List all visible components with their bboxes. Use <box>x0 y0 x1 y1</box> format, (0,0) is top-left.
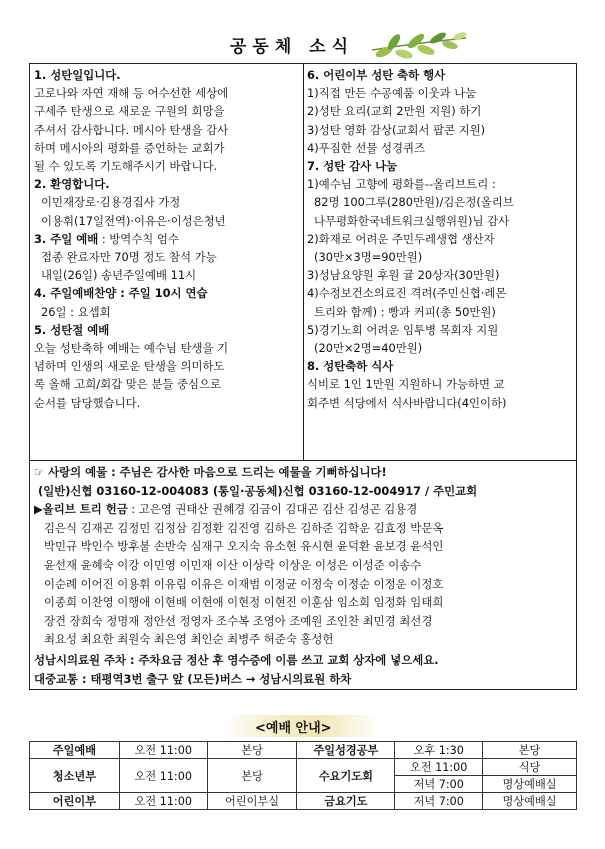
news-line: 이용휘(17일전역)·이유은·이성은청년 <box>41 213 226 228</box>
news-heading: 8. 성탄축하 식사 <box>307 359 394 374</box>
olive-label: ▶올리브 트리 헌금 <box>34 502 128 517</box>
schedule-cell: 식당 <box>483 759 577 776</box>
schedule-cell: 금요기도 <box>297 793 395 810</box>
news-line: 이민재장로·김용경집사 가정 <box>41 195 181 210</box>
news-line: 구세주 탄생으로 새로운 구원의 희망을 <box>34 104 225 119</box>
schedule-cell: 주일성경공부 <box>297 742 395 759</box>
news-line: 고로나와 자연 재해 등 어수선한 세상에 <box>34 86 229 101</box>
news-line: 순서를 담당했습니다. <box>34 395 141 410</box>
news-line: (30만×3명=90만원) <box>314 250 423 265</box>
news-line: 내일(26일) 송년주일예배 11시 <box>41 268 197 283</box>
news-heading: 6. 어린이부 성탄 축하 행사 <box>307 68 446 82</box>
news-line: 접종 완료자만 70명 정도 참석 가능 <box>41 250 217 265</box>
left-column <box>34 66 300 412</box>
news-heading: 3. 주일 예배 <box>34 231 99 246</box>
worship-schedule-table <box>29 741 577 810</box>
schedule-cell: 본당 <box>207 759 297 793</box>
schedule-cell: 본당 <box>483 742 577 759</box>
news-line: 록 올해 고희/회갑 맞은 분들 중심으로 <box>34 377 221 392</box>
list-item: 이순례 이어진 이용휘 이유림 이유은 이재범 이정균 이정숙 이정순 이정운 이정호 <box>44 576 444 591</box>
transit-label: 대중교통 <box>34 671 79 686</box>
news-line: 트리와 함께) : 빵과 커피(총 50만원) <box>314 304 496 319</box>
news-line: 1)직접 만든 수공예품 이웃과 나눔 <box>307 86 477 101</box>
news-heading: 5. 성탄절 예배 <box>34 322 110 337</box>
olive-first-names: : 고은영 권태산 권혜경 김금이 김대곤 김산 김성곤 김용경 <box>127 502 418 517</box>
table-row <box>30 759 577 776</box>
news-line: 82명 100그루(280만원)/김은정(올리브 <box>314 195 514 210</box>
right-column <box>307 66 575 412</box>
news-heading: 2. 환영합니다. <box>34 177 110 192</box>
table-row <box>30 742 577 759</box>
page-title: 공동체 소식 <box>230 37 355 57</box>
list-item: 김은식 김재곤 김정민 김정삼 김정환 김진영 김하은 김하준 김학운 김효정 박문옥 <box>44 520 444 535</box>
news-line: 식비로 1인 1만원 지원하니 가능하면 교 <box>307 377 505 392</box>
schedule-cell: 오후 1:30 <box>395 742 483 759</box>
schedule-cell: 명상예배실 <box>483 793 577 810</box>
offering-section <box>34 463 574 688</box>
column-divider <box>303 63 304 460</box>
bank-accounts: (일반)신협 03160-12-004083 (통일·공동체)신협 03160-12-004917 / 주민교회 <box>38 483 478 498</box>
schedule-cell: 오전 11:00 <box>119 742 207 759</box>
schedule-cell: 어린이부실 <box>207 793 297 810</box>
news-text: : 방역수칙 엄수 <box>98 231 179 246</box>
list-item: 최요성 최요한 최원숙 최은영 최인순 최병주 허준숙 홍성헌 <box>44 632 334 647</box>
transit-text: : 태평역3번 출구 앞 (모든)버스 → 성남시의료원 하차 <box>78 671 352 686</box>
olive-donor-list <box>34 519 574 649</box>
news-heading: 1. 성탄일입니다. <box>34 68 121 82</box>
parking-info <box>34 651 574 670</box>
news-line: 2)성탄 요리(교회 2만원 지원) 하기 <box>307 104 482 119</box>
news-line <box>34 230 300 248</box>
news-line: 념하며 인생의 새로운 탄생을 의미하도 <box>34 359 225 374</box>
schedule-cell: 명상예배실 <box>483 776 577 793</box>
leaf-branch-icon <box>370 30 470 64</box>
schedule-cell: 저녁 7:00 <box>395 776 483 793</box>
news-line: 1)예수님 고향에 평화를--올리브트리 : <box>307 177 496 192</box>
news-line: 오늘 성탄축하 예배는 예수님 탄생을 기 <box>34 341 229 356</box>
news-line: 2)화재로 어려운 주민두레생협 생산자 <box>307 231 495 246</box>
list-item: 윤선재 윤혜숙 이강 이민영 이민재 이산 이상락 이상운 이성은 이성준 이송수 <box>44 557 422 572</box>
news-line: 주셔서 감사합니다. 메시아 탄생을 감사 <box>34 122 229 137</box>
section-divider <box>29 460 577 461</box>
parking-label: 성남시의료원 주차 <box>34 652 126 667</box>
schedule-cell: 오전 11:00 <box>395 759 483 776</box>
schedule-cell: 오전 11:00 <box>119 759 207 793</box>
olive-first-line <box>34 500 574 519</box>
schedule-header <box>0 717 605 739</box>
schedule-title: <예배 안내> <box>255 721 332 736</box>
news-line: 될 수 있도록 기도해주시기 바랍니다. <box>34 159 218 174</box>
schedule-cell: 본당 <box>207 742 297 759</box>
schedule-cell: 오전 11:00 <box>119 793 207 810</box>
table-row <box>30 793 577 810</box>
schedule-cell: 청소년부 <box>30 759 120 793</box>
list-item: 장건 장희숙 정명재 정안선 정영자 조수복 조영아 조예원 조인찬 최민경 최선경 <box>44 613 433 628</box>
list-item: 박민규 박인수 방후불 손반숙 심재구 오지숙 유소현 유시현 윤덕환 윤보경 윤석인 <box>44 539 444 554</box>
news-line: 회주변 식당에서 식사바랍니다(4인이하) <box>307 395 507 410</box>
offering-notice: ☞ 사랑의 예물 : 주님은 감사한 마음으로 드리는 예물을 기뻐하십니다! <box>34 465 387 479</box>
schedule-cell: 주일예배 <box>30 742 120 759</box>
parking-text: : 주차요금 정산 후 영수증에 이름 쓰고 교회 상자에 넣으세요. <box>126 652 439 667</box>
news-line: 하며 메시아의 평화를 증언하는 교회가 <box>34 140 225 155</box>
news-line: 5)경기노회 어려운 임투병 목회자 지원 <box>307 322 499 337</box>
schedule-cell: 어린이부 <box>30 793 120 810</box>
news-line: 3)성남요양원 후원 귤 20상자(30만원) <box>307 268 500 283</box>
news-heading: 7. 성탄 감사 나눔 <box>307 159 398 174</box>
news-heading: 4. 주일예배찬양 : 주일 10시 연습 <box>34 286 208 301</box>
transit-info <box>34 670 574 689</box>
news-line: (20만×2명=40만원) <box>314 341 423 356</box>
news-line: 나무평화한국네트워크실행위원)님 감사 <box>314 213 510 228</box>
header <box>0 30 605 64</box>
news-line: 4)수정보건소의료진 격려(주민신협·레몬 <box>307 286 507 301</box>
news-line: 4)푸짐한 선물 성경퀴즈 <box>307 140 425 155</box>
news-line: 3)성탄 영화 감상(교회서 팝콘 지원) <box>307 122 486 137</box>
list-item: 이종희 이찬영 이행애 이현배 이현애 이현정 이현진 이훈삼 임소희 임정화 임태희 <box>44 595 444 610</box>
news-line: 26일 : 요셉회 <box>41 304 111 319</box>
schedule-cell: 수요기도회 <box>297 759 395 793</box>
schedule-cell: 저녁 7:00 <box>395 793 483 810</box>
